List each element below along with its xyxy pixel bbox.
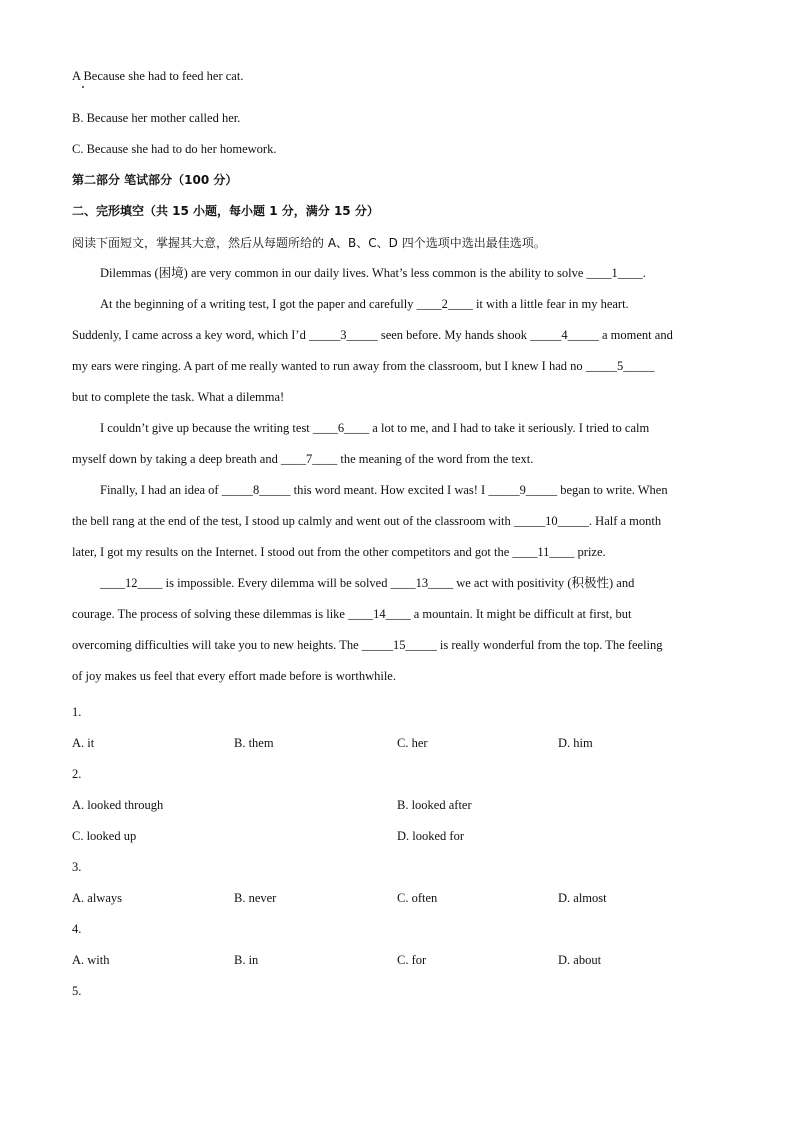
answer-blank: ____1____ [586,266,643,280]
passage-text: prize. [574,545,606,559]
passage-line [72,320,720,351]
passage-line [72,537,720,568]
passage-text: but to complete the task. What a dilemma! [72,390,285,404]
question-number: 2. [72,767,82,781]
option-row [72,735,722,751]
answer-blank: _____5_____ [585,359,655,373]
passage-text: it with a little fear in my heart. [472,297,629,311]
passage-line [72,475,720,506]
passage-text: later, I got my results on the Internet. I stood out from the other competitors and got the [72,545,513,559]
passage-text: is impossible. Every dilemma will be solved [162,576,391,590]
stray-dot [82,86,84,88]
passage-text: we act with positivity (积极性) and [453,576,635,590]
passage-text: I couldn’t give up because the writing test [100,421,313,435]
answer-blank: ____6____ [312,421,370,435]
passage-text: overcoming difficulties will take you to new heights. The [72,638,362,652]
answer-option[interactable]: C. often [397,891,438,905]
answer-blank: _____3_____ [308,328,378,342]
passage-text: . [642,266,646,280]
passage-text: of joy makes us feel that every effort made before is worthwhile. [72,669,396,683]
answer-blank: _____4_____ [530,328,599,342]
answer-option[interactable]: A. with [72,953,110,967]
option-row [72,890,722,906]
passage-text: At the beginning of a writing test, I got the paper and carefully [100,297,417,311]
answer-option[interactable]: D. about [558,953,602,967]
answer-option[interactable]: D. looked for [397,829,464,843]
answer-option[interactable]: B. looked after [397,798,472,812]
prev-option-a: A Because she had to feed her cat. [72,69,244,83]
answer-option[interactable]: A. it [72,736,95,750]
answer-blank: _____9_____ [488,483,558,497]
passage-text: Finally, I had an idea of [100,483,222,497]
option-row [72,797,722,813]
answer-blank: ____14____ [348,607,411,621]
passage-text: a moment and [598,328,673,342]
passage-line [72,382,720,413]
passage-line [72,568,720,599]
question-number: 3. [72,860,82,874]
passage-line [72,351,720,382]
answer-blank: ____12____ [100,576,163,590]
passage-line [72,258,720,289]
question-number: 4. [72,922,82,936]
passage-text: this word meant. How excited I was! I [290,483,489,497]
passage-text: . Half a month [588,514,662,528]
answer-blank: _____10_____ [513,514,589,528]
option-row [72,828,722,844]
answer-option[interactable]: B. never [234,891,277,905]
prev-option-b: B. Because her mother called her. [72,111,241,125]
passage-text: a lot to me, and I had to take it seriously. I tried to calm [369,421,650,435]
answer-blank: ____7____ [280,452,338,466]
passage-text: courage. The process of solving these dilemmas is like [72,607,349,621]
answer-blank: _____15_____ [361,638,437,652]
passage-text: a mountain. It might be difficult at first, but [410,607,632,621]
passage-text: Dilemmas (困境) are very common in our daily lives. What’s less common is the ability to solve [100,266,587,280]
passage-line [72,289,720,320]
question-number: 1. [72,705,82,719]
passage-text: seen before. My hands shook [377,328,531,342]
passage-line [72,413,720,444]
passage-text: myself down by taking a deep breath and [72,452,281,466]
answer-option[interactable]: C. her [397,736,428,750]
passage-text: began to write. When [557,483,668,497]
answer-option[interactable]: C. looked up [72,829,137,843]
question-number: 5. [72,984,82,998]
option-row [72,952,722,968]
answer-option[interactable]: B. in [234,953,259,967]
passage-text: the meaning of the word from the text. [337,452,534,466]
section-title: 第二部分 笔试部分（100 分） [72,173,238,187]
answer-option[interactable]: A. looked through [72,798,164,812]
passage-text: my ears were ringing. A part of me really wanted to run away from the classroom, but I knew I had no [72,359,586,373]
answer-blank: ____13____ [390,576,454,590]
cloze-passage [72,258,720,692]
instruction-text: 阅读下面短文，掌握其大意，然后从每题所给的 A、B、C、D 四个选项中选出最佳选项。 [72,236,546,250]
prev-option-c: C. Because she had to do her homework. [72,142,277,156]
answer-option[interactable]: A. always [72,891,122,905]
answer-blank: _____8_____ [221,483,291,497]
passage-line [72,661,720,692]
answer-option[interactable]: B. them [234,736,274,750]
passage-text: the bell rang at the end of the test, I stood up calmly and went out of the classroom with [72,514,514,528]
passage-text: Suddenly, I came across a key word, which I’d [72,328,309,342]
passage-line [72,599,720,630]
passage-line [72,630,720,661]
passage-line [72,444,720,475]
answer-option[interactable]: C. for [397,953,427,967]
passage-text: is really wonderful from the top. The feeling [436,638,663,652]
answer-option[interactable]: D. almost [558,891,607,905]
answer-option[interactable]: D. him [558,736,593,750]
passage-line [72,506,720,537]
subsection-title: 二、完形填空（共 15 小题，每小题 1 分，满分 15 分） [72,204,379,218]
answer-blank: ____11____ [512,545,575,559]
answer-blank: ____2____ [416,297,473,311]
